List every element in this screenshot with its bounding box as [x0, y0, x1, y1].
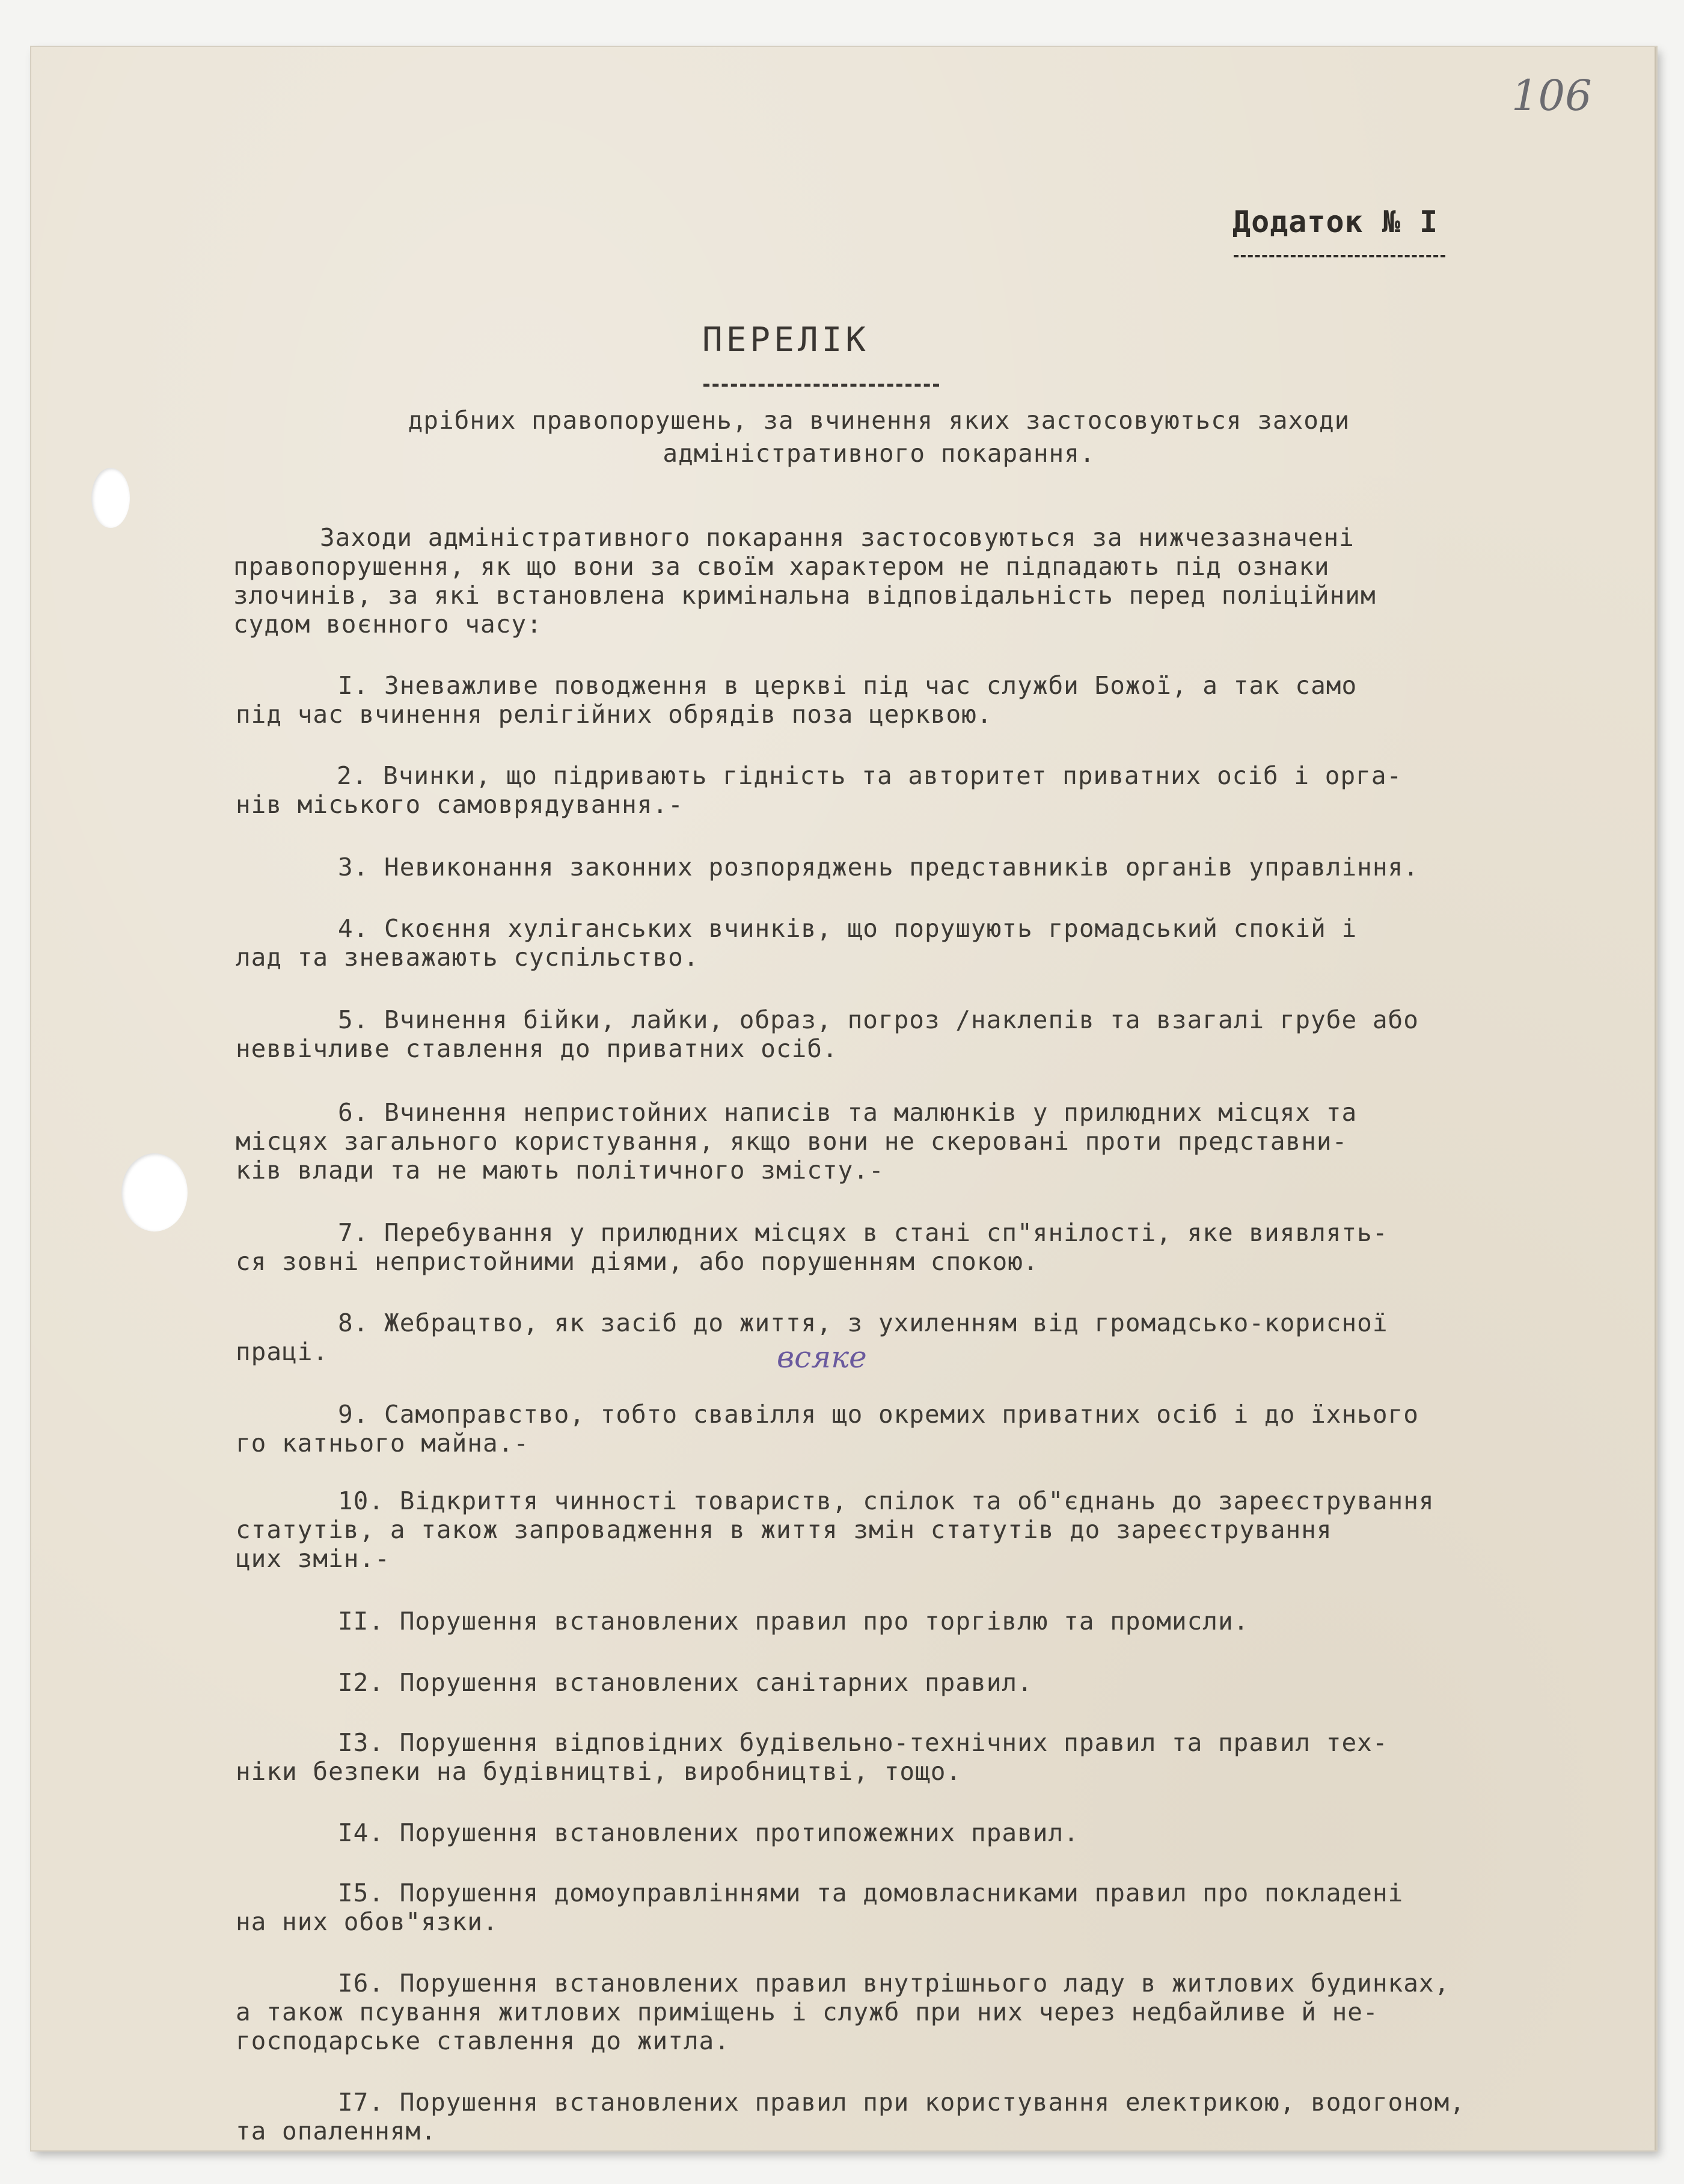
document-subtitle	[332, 404, 1426, 470]
subtitle-line: дрібних правопорушень, за вчинення яких застосовуються заходи	[408, 406, 1350, 435]
item-line: I7. Порушення встановлених правил при користування електрикою, водогоном,	[338, 2088, 1465, 2117]
annex-underline	[1234, 255, 1445, 257]
item-line: ся зовні непристойними діями, або порушенням спокою.	[236, 1247, 1039, 1276]
item-line: 10. Відкриття чинності товариств, спілок та об"єднань до зареєстрування	[338, 1486, 1434, 1515]
item-line: та опаленням.	[236, 2117, 436, 2146]
item-line: ніки безпеки на будівництві, виробництві, тощо.	[236, 1757, 962, 1786]
item-line: 3. Невиконання законних розпоряджень представників органів управління.	[338, 853, 1419, 882]
item-line: II. Порушення встановлених правил про торгівлю та промисли.	[338, 1607, 1249, 1636]
punch-hole-bottom	[121, 1153, 188, 1232]
intro-line: правопорушення, як що вони за своїм характером не підпадають під ознаки	[233, 552, 1330, 581]
item-line: I3. Порушення відповідних будівельно-технічних правил та правил тех-	[338, 1728, 1388, 1757]
item-line: 2. Вчинки, що підривають гідність та авторитет приватних осіб і орга-	[337, 761, 1403, 790]
handwritten-insert: всяке	[777, 1340, 867, 1375]
item-line: 5. Вчинення бійки, лайки, образ, погроз /наклепів та взагалі грубе або	[338, 1005, 1419, 1034]
item-line: го катнього майна.-	[236, 1429, 529, 1458]
punch-hole-top	[91, 468, 130, 528]
item-line: під час вчинення релігійних обрядів поза церквою.	[236, 700, 993, 729]
item-line: праці.	[236, 1337, 329, 1366]
item-line: 8. Жебрацтво, як засіб до життя, з ухиленням від громадсько-корисної	[338, 1308, 1388, 1337]
item-line: I2. Порушення встановлених санітарних правил.	[338, 1668, 1033, 1697]
item-line: I4. Порушення встановлених протипожежних правил.	[338, 1818, 1079, 1847]
item-line: господарське ставлення до житла.	[236, 2026, 730, 2055]
item-line: 9. Самоправство, тобто свавілля що окремих приватних осіб і до їхнього	[338, 1400, 1419, 1429]
item-line: неввічливе ставлення до приватних осіб.	[236, 1034, 838, 1063]
intro-line: злочинів, за які встановлена кримінальна відповідальність перед поліційним	[233, 581, 1376, 610]
item-line: статутів, а також запровадження в життя змін статутів до зареєстрування	[236, 1515, 1332, 1544]
item-line: I6. Порушення встановлених правил внутрішнього ладу в житлових будинках,	[338, 1969, 1450, 1998]
annex-label: Додаток № I	[1232, 204, 1439, 239]
item-line: а також псування житлових приміщень і служб при них через недбайливе й не-	[236, 1998, 1379, 2026]
intro-line: Заходи адміністративного покарання застосовуються за нижчезазначені	[320, 523, 1355, 552]
subtitle-line: адміністративного покарання.	[663, 439, 1095, 468]
item-line: лад та зневажають суспільство.	[236, 943, 699, 972]
item-line: на них обов"язки.	[236, 1907, 498, 1936]
item-line: цих змін.-	[236, 1544, 390, 1573]
document-title: ПЕРЕЛІК	[702, 321, 870, 360]
item-line: I. Зневажливе поводження в церкві під час служби Божої, а так само	[338, 671, 1358, 700]
item-line: місцях загального користування, якщо вони не скеровані проти представни-	[236, 1127, 1348, 1156]
title-underline	[703, 384, 939, 387]
folio-number: 106	[1511, 71, 1592, 120]
item-line: ків влади та не мають політичного змісту.-	[236, 1156, 884, 1185]
item-line: 7. Перебування у прилюдних місцях в стані сп"янілості, яке виявлять-	[338, 1218, 1388, 1247]
item-line: 6. Вчинення непристойних написів та малюнків у прилюдних місцях та	[338, 1098, 1358, 1127]
intro-line: судом воєнного часу:	[233, 610, 542, 639]
item-line: I5. Порушення домоуправліннями та домовласниками правил про покладені	[338, 1879, 1404, 1907]
item-line: нів міського самоврядування.-	[236, 790, 684, 819]
document-page	[31, 47, 1656, 2150]
item-line: 4. Скоєння хуліганських вчинків, що порушують громадський спокій і	[338, 914, 1358, 943]
